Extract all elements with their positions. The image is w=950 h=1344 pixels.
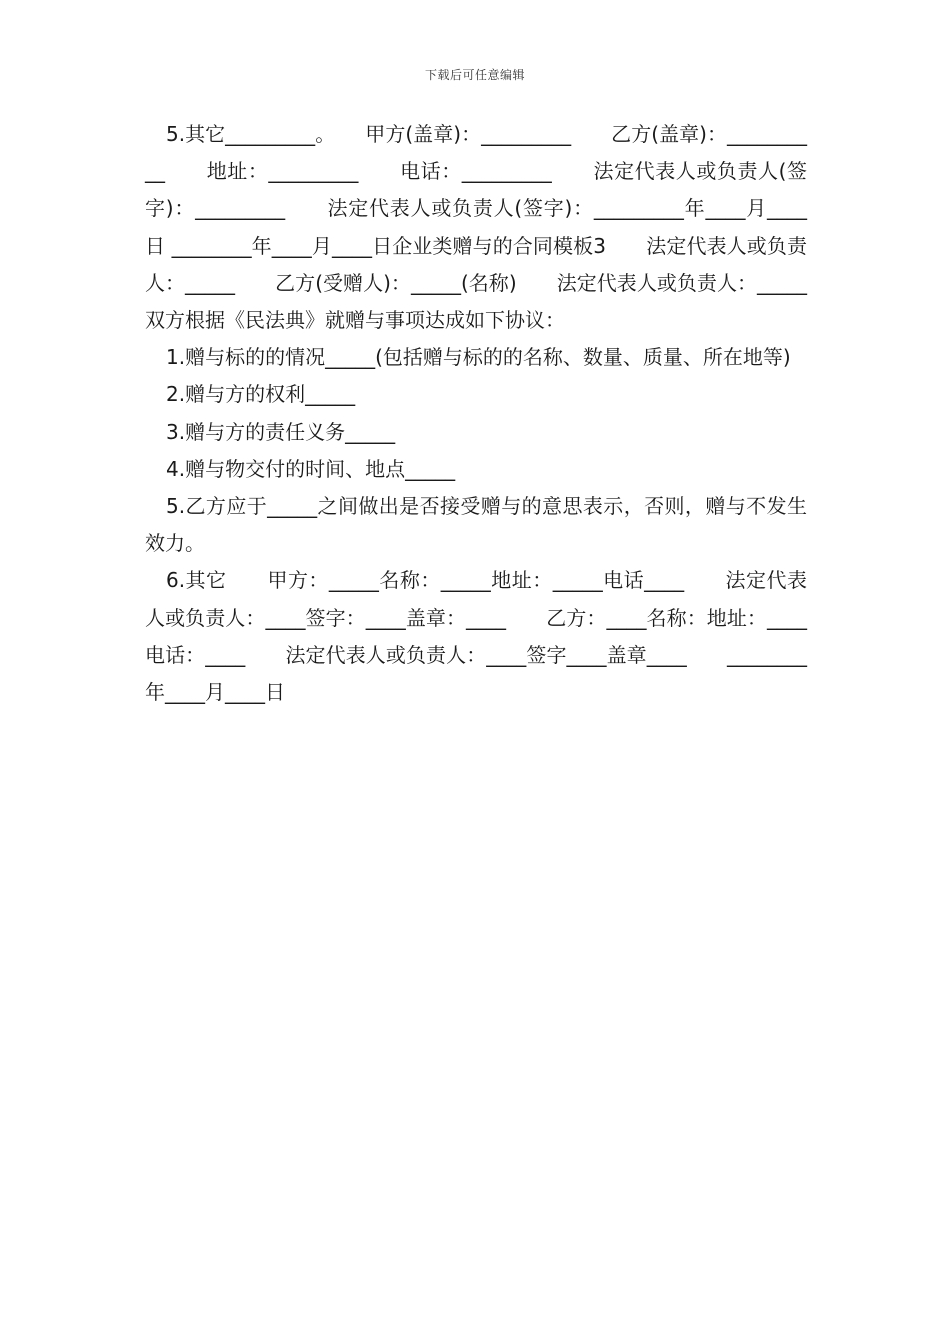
paragraph-clause-4: 4.赠与物交付的时间、地点_____: [166, 456, 456, 481]
paragraph-clause-2: 2.赠与方的权利_____: [166, 382, 356, 407]
paragraph-signature-block: 5.其它_________。 甲方(盖章)：_________ 乙方(盖章)：__________ 地址：_________ 电话：_________ 法定代表人或负责人(签字)：_________ 法定代表人或负责人(签字)：_________年____月____日 ________年____月____日企业类赠与的合同模板3 法定代表人或负责人：_____ 乙方(受赠人)：_____(名称) 法定代表人或负责人：_____ 双方根据《民法典》就赠与事项达成如下协议：: [145, 122, 847, 333]
paragraph-clause-6: 6.其它 甲方：_____名称：_____地址：_____电话____ 法定代表人或负责人：____签字：____盖章：____ 乙方：____名称：地址：____电话：____ 法定代表人或负责人：____签字____盖章____ ________年____月____日: [145, 568, 807, 705]
page-header: 下载后可任意编辑: [424, 68, 525, 82]
paragraph-clause-3: 3.赠与方的责任义务_____: [166, 419, 396, 444]
document-body: [145, 116, 847, 711]
paragraph-clause-1: 1.赠与标的的情况_____(包括赠与标的的名称、数量、质量、所在地等): [166, 345, 791, 370]
paragraph-clause-5: 5.乙方应于_____之间做出是否接受赠与的意思表示，否则，赠与不发生效力。: [145, 494, 807, 556]
